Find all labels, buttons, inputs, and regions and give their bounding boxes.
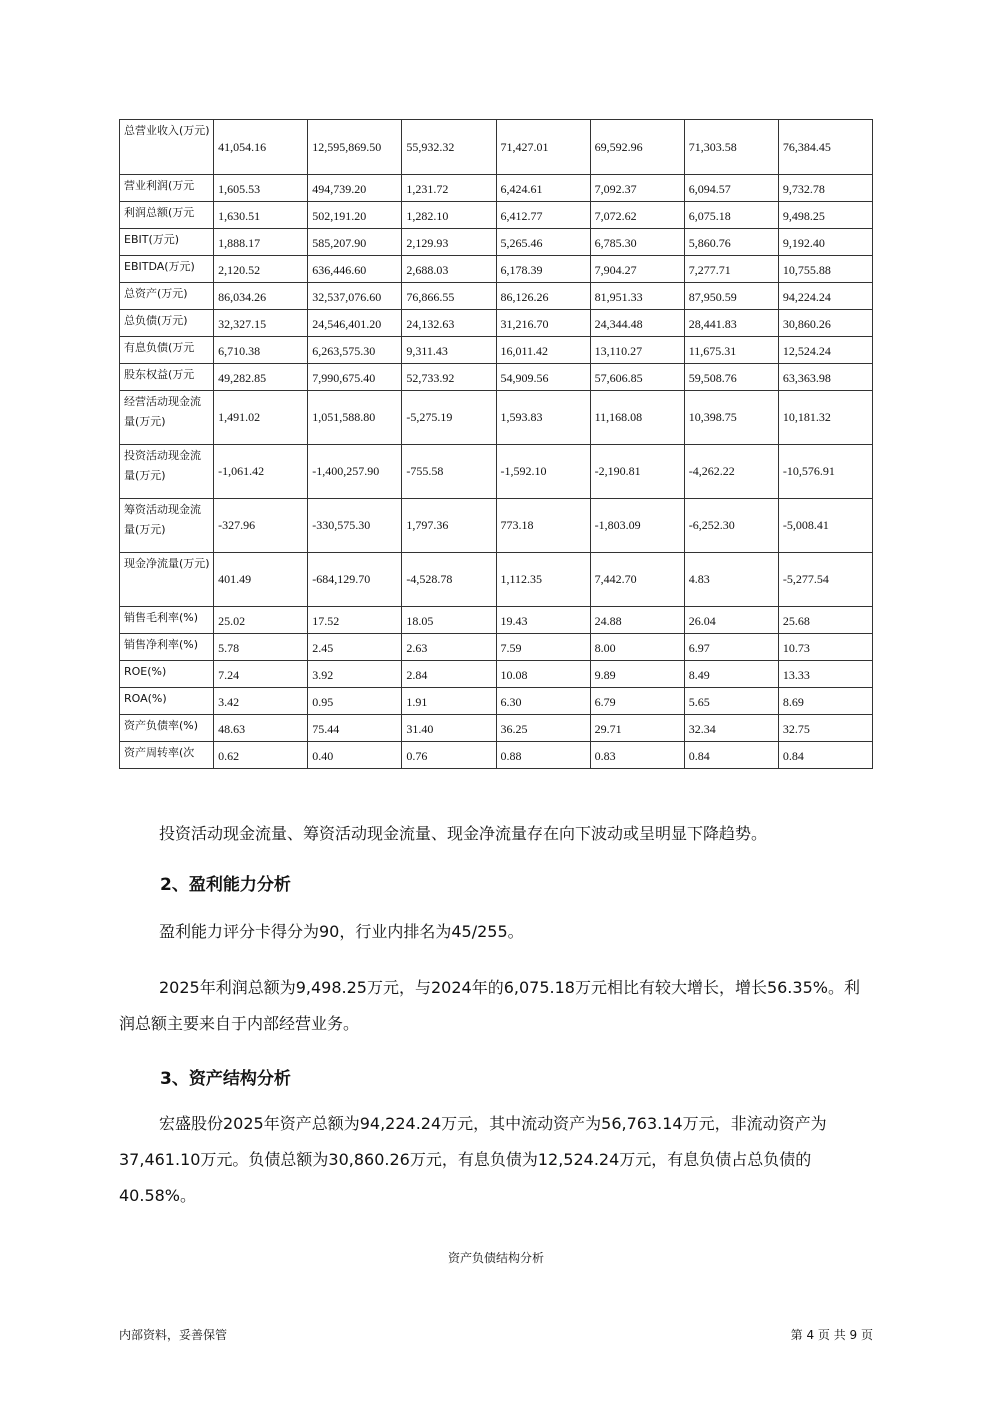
table-cell: 16,011.42 — [496, 337, 590, 364]
table-cell: 6.30 — [496, 688, 590, 715]
table-cell: 76,866.55 — [402, 283, 496, 310]
table-cell: 1,797.36 — [402, 499, 496, 553]
table-cell: 30,860.26 — [778, 310, 872, 337]
table-row — [120, 661, 873, 688]
row-label: 营业利润(万元 — [120, 175, 214, 202]
table-cell: 12,595,869.50 — [308, 120, 402, 175]
table-cell: 9,498.25 — [778, 202, 872, 229]
table-cell: 6,424.61 — [496, 175, 590, 202]
row-label: 筹资活动现金流量(万元) — [120, 499, 214, 553]
row-label: 利润总额(万元 — [120, 202, 214, 229]
table-cell: -6,252.30 — [684, 499, 778, 553]
table-cell: 11,168.08 — [590, 391, 684, 445]
table-cell: -5,275.19 — [402, 391, 496, 445]
table-cell: 71,303.58 — [684, 120, 778, 175]
table-cell: 494,739.20 — [308, 175, 402, 202]
table-cell: -5,277.54 — [778, 553, 872, 607]
table-cell: -684,129.70 — [308, 553, 402, 607]
table-cell: 36.25 — [496, 715, 590, 742]
row-label: 总营业收入(万元) — [120, 120, 214, 175]
table-cell: 63,363.98 — [778, 364, 872, 391]
table-cell: 1,593.83 — [496, 391, 590, 445]
row-label: 资产周转率(次 — [120, 742, 214, 769]
row-label: ROE(%) — [120, 661, 214, 688]
table-cell: -2,190.81 — [590, 445, 684, 499]
table-row — [120, 715, 873, 742]
table-cell: 13.33 — [778, 661, 872, 688]
table-row — [120, 553, 873, 607]
footer-page-number: 第 4 页 共 9 页 — [790, 1328, 873, 1342]
row-label: 总负债(万元) — [120, 310, 214, 337]
financial-data-table — [119, 119, 873, 769]
table-cell: 9,311.43 — [402, 337, 496, 364]
table-cell: 0.40 — [308, 742, 402, 769]
table-cell: 7,904.27 — [590, 256, 684, 283]
section-heading-profitability: 2、盈利能力分析 — [160, 875, 291, 895]
table-cell: 75.44 — [308, 715, 402, 742]
table-cell: 87,950.59 — [684, 283, 778, 310]
table-cell: 636,446.60 — [308, 256, 402, 283]
table-row — [120, 310, 873, 337]
table-cell: 12,524.24 — [778, 337, 872, 364]
table-cell: 6,263,575.30 — [308, 337, 402, 364]
table-row — [120, 337, 873, 364]
table-cell: 32,327.15 — [214, 310, 308, 337]
table-cell: 86,126.26 — [496, 283, 590, 310]
table-cell: 25.68 — [778, 607, 872, 634]
table-cell: 32,537,076.60 — [308, 283, 402, 310]
table-cell: 32.34 — [684, 715, 778, 742]
row-label: 经营活动现金流量(万元) — [120, 391, 214, 445]
table-cell: 32.75 — [778, 715, 872, 742]
table-row — [120, 120, 873, 175]
row-label: 总资产(万元) — [120, 283, 214, 310]
table-cell: 31,216.70 — [496, 310, 590, 337]
table-cell: 94,224.24 — [778, 283, 872, 310]
table-cell: 7.59 — [496, 634, 590, 661]
table-cell: 24.88 — [590, 607, 684, 634]
table-cell: 8.69 — [778, 688, 872, 715]
table-cell: 6,094.57 — [684, 175, 778, 202]
table-cell: 8.49 — [684, 661, 778, 688]
table-cell: 86,034.26 — [214, 283, 308, 310]
table-cell: 71,427.01 — [496, 120, 590, 175]
table-cell: 2.63 — [402, 634, 496, 661]
table-cell: 1,605.53 — [214, 175, 308, 202]
asset-structure-paragraph: 宏盛股份2025年资产总额为94,224.24万元，其中流动资产为56,763.14万元，非流动资产为37,461.10万元。负债总额为30,860.26万元，有息负债为12,524.24万元，有息负债占总负债的40.58%。 — [119, 1114, 827, 1205]
table-cell: 1,231.72 — [402, 175, 496, 202]
row-label: 资产负债率(%) — [120, 715, 214, 742]
table-cell: 10.73 — [778, 634, 872, 661]
table-row — [120, 742, 873, 769]
profit-growth-paragraph: 2025年利润总额为9,498.25万元，与2024年的6,075.18万元相比有较大增长，增长56.35%。利润总额主要来自于内部经营业务。 — [119, 978, 860, 1033]
table-cell: 4.83 — [684, 553, 778, 607]
table-cell: 6,412.77 — [496, 202, 590, 229]
row-label: 有息负债(万元 — [120, 337, 214, 364]
table-cell: 10,755.88 — [778, 256, 872, 283]
table-cell: 76,384.45 — [778, 120, 872, 175]
table-cell: 81,951.33 — [590, 283, 684, 310]
table-cell: 54,909.56 — [496, 364, 590, 391]
table-cell: 31.40 — [402, 715, 496, 742]
table-cell: 48.63 — [214, 715, 308, 742]
row-label: EBIT(万元) — [120, 229, 214, 256]
table-cell: 2.84 — [402, 661, 496, 688]
table-cell: 0.95 — [308, 688, 402, 715]
table-cell: 55,932.32 — [402, 120, 496, 175]
row-label: 销售净利率(%) — [120, 634, 214, 661]
table-cell: -4,262.22 — [684, 445, 778, 499]
table-cell: 29.71 — [590, 715, 684, 742]
table-cell: 18.05 — [402, 607, 496, 634]
table-cell: 1,630.51 — [214, 202, 308, 229]
table-cell: -1,061.42 — [214, 445, 308, 499]
table-cell: 502,191.20 — [308, 202, 402, 229]
table-row — [120, 175, 873, 202]
footer-confidential-note: 内部资料，妥善保管 — [119, 1328, 228, 1342]
table-cell: 6,075.18 — [684, 202, 778, 229]
table-cell: 17.52 — [308, 607, 402, 634]
table-cell: 26.04 — [684, 607, 778, 634]
table-cell: 3.92 — [308, 661, 402, 688]
table-cell: 11,675.31 — [684, 337, 778, 364]
table-cell: 1,051,588.80 — [308, 391, 402, 445]
table-cell: 49,282.85 — [214, 364, 308, 391]
table-cell: 8.00 — [590, 634, 684, 661]
table-cell: 7,072.62 — [590, 202, 684, 229]
table-cell: -755.58 — [402, 445, 496, 499]
table-cell: 28,441.83 — [684, 310, 778, 337]
table-cell: 0.83 — [590, 742, 684, 769]
row-label: EBITDA(万元) — [120, 256, 214, 283]
table-cell: 69,592.96 — [590, 120, 684, 175]
table-row — [120, 688, 873, 715]
table-cell: 25.02 — [214, 607, 308, 634]
table-row — [120, 607, 873, 634]
table-cell: 10,181.32 — [778, 391, 872, 445]
table-cell: 0.84 — [778, 742, 872, 769]
table-row — [120, 283, 873, 310]
table-row — [120, 445, 873, 499]
row-label: 股东权益(万元 — [120, 364, 214, 391]
table-cell: 401.49 — [214, 553, 308, 607]
table-cell: 7,277.71 — [684, 256, 778, 283]
table-cell: -1,592.10 — [496, 445, 590, 499]
table-cell: -5,008.41 — [778, 499, 872, 553]
table-cell: 13,110.27 — [590, 337, 684, 364]
table-cell: 57,606.85 — [590, 364, 684, 391]
table-cell: 2,120.52 — [214, 256, 308, 283]
table-cell: -1,400,257.90 — [308, 445, 402, 499]
table-row — [120, 202, 873, 229]
table-cell: -327.96 — [214, 499, 308, 553]
table-cell: 5.65 — [684, 688, 778, 715]
table-cell: 9,192.40 — [778, 229, 872, 256]
table-cell: 773.18 — [496, 499, 590, 553]
cashflow-trend-note: 投资活动现金流量、筹资活动现金流量、现金净流量存在向下波动或呈明显下降趋势。 — [159, 824, 768, 843]
table-cell: 6,710.38 — [214, 337, 308, 364]
table-cell: 5.78 — [214, 634, 308, 661]
table-cell: -330,575.30 — [308, 499, 402, 553]
table-cell: 1,112.35 — [496, 553, 590, 607]
table-cell: 6,178.39 — [496, 256, 590, 283]
table-cell: 0.84 — [684, 742, 778, 769]
table-cell: 7.24 — [214, 661, 308, 688]
table-cell: 5,265.46 — [496, 229, 590, 256]
table-cell: 5,860.76 — [684, 229, 778, 256]
table-cell: 24,546,401.20 — [308, 310, 402, 337]
table-cell: 9,732.78 — [778, 175, 872, 202]
table-cell: -1,803.09 — [590, 499, 684, 553]
table-cell: 19.43 — [496, 607, 590, 634]
table-cell: 41,054.16 — [214, 120, 308, 175]
table-cell: 2.45 — [308, 634, 402, 661]
table-cell: 7,990,675.40 — [308, 364, 402, 391]
table-cell: 59,508.76 — [684, 364, 778, 391]
table-cell: 9.89 — [590, 661, 684, 688]
table-cell: 3.42 — [214, 688, 308, 715]
table-cell: -10,576.91 — [778, 445, 872, 499]
table-cell: 24,344.48 — [590, 310, 684, 337]
row-label: 现金净流量(万元) — [120, 553, 214, 607]
table-cell: 10,398.75 — [684, 391, 778, 445]
table-cell: 585,207.90 — [308, 229, 402, 256]
table-cell: 7,092.37 — [590, 175, 684, 202]
table-row — [120, 364, 873, 391]
table-cell: 1,282.10 — [402, 202, 496, 229]
row-label: 销售毛利率(%) — [120, 607, 214, 634]
profitability-score-paragraph: 盈利能力评分卡得分为90，行业内排名为45/255。 — [159, 922, 524, 941]
table-cell: 1,491.02 — [214, 391, 308, 445]
table-cell: -4,528.78 — [402, 553, 496, 607]
table-cell: 2,688.03 — [402, 256, 496, 283]
table-row — [120, 634, 873, 661]
table-cell: 10.08 — [496, 661, 590, 688]
table-row — [120, 499, 873, 553]
table-cell: 1.91 — [402, 688, 496, 715]
table-cell: 24,132.63 — [402, 310, 496, 337]
table-cell: 6.97 — [684, 634, 778, 661]
table-cell: 52,733.92 — [402, 364, 496, 391]
table-row — [120, 391, 873, 445]
chart-caption: 资产负债结构分析 — [447, 1251, 544, 1265]
table-cell: 0.88 — [496, 742, 590, 769]
table-cell: 0.76 — [402, 742, 496, 769]
table-cell: 7,442.70 — [590, 553, 684, 607]
row-label: 投资活动现金流量(万元) — [120, 445, 214, 499]
row-label: ROA(%) — [120, 688, 214, 715]
table-cell: 1,888.17 — [214, 229, 308, 256]
table-row — [120, 229, 873, 256]
table-cell: 0.62 — [214, 742, 308, 769]
table-row — [120, 256, 873, 283]
section-heading-asset-structure: 3、资产结构分析 — [160, 1069, 291, 1089]
table-cell: 6.79 — [590, 688, 684, 715]
table-cell: 2,129.93 — [402, 229, 496, 256]
table-cell: 6,785.30 — [590, 229, 684, 256]
